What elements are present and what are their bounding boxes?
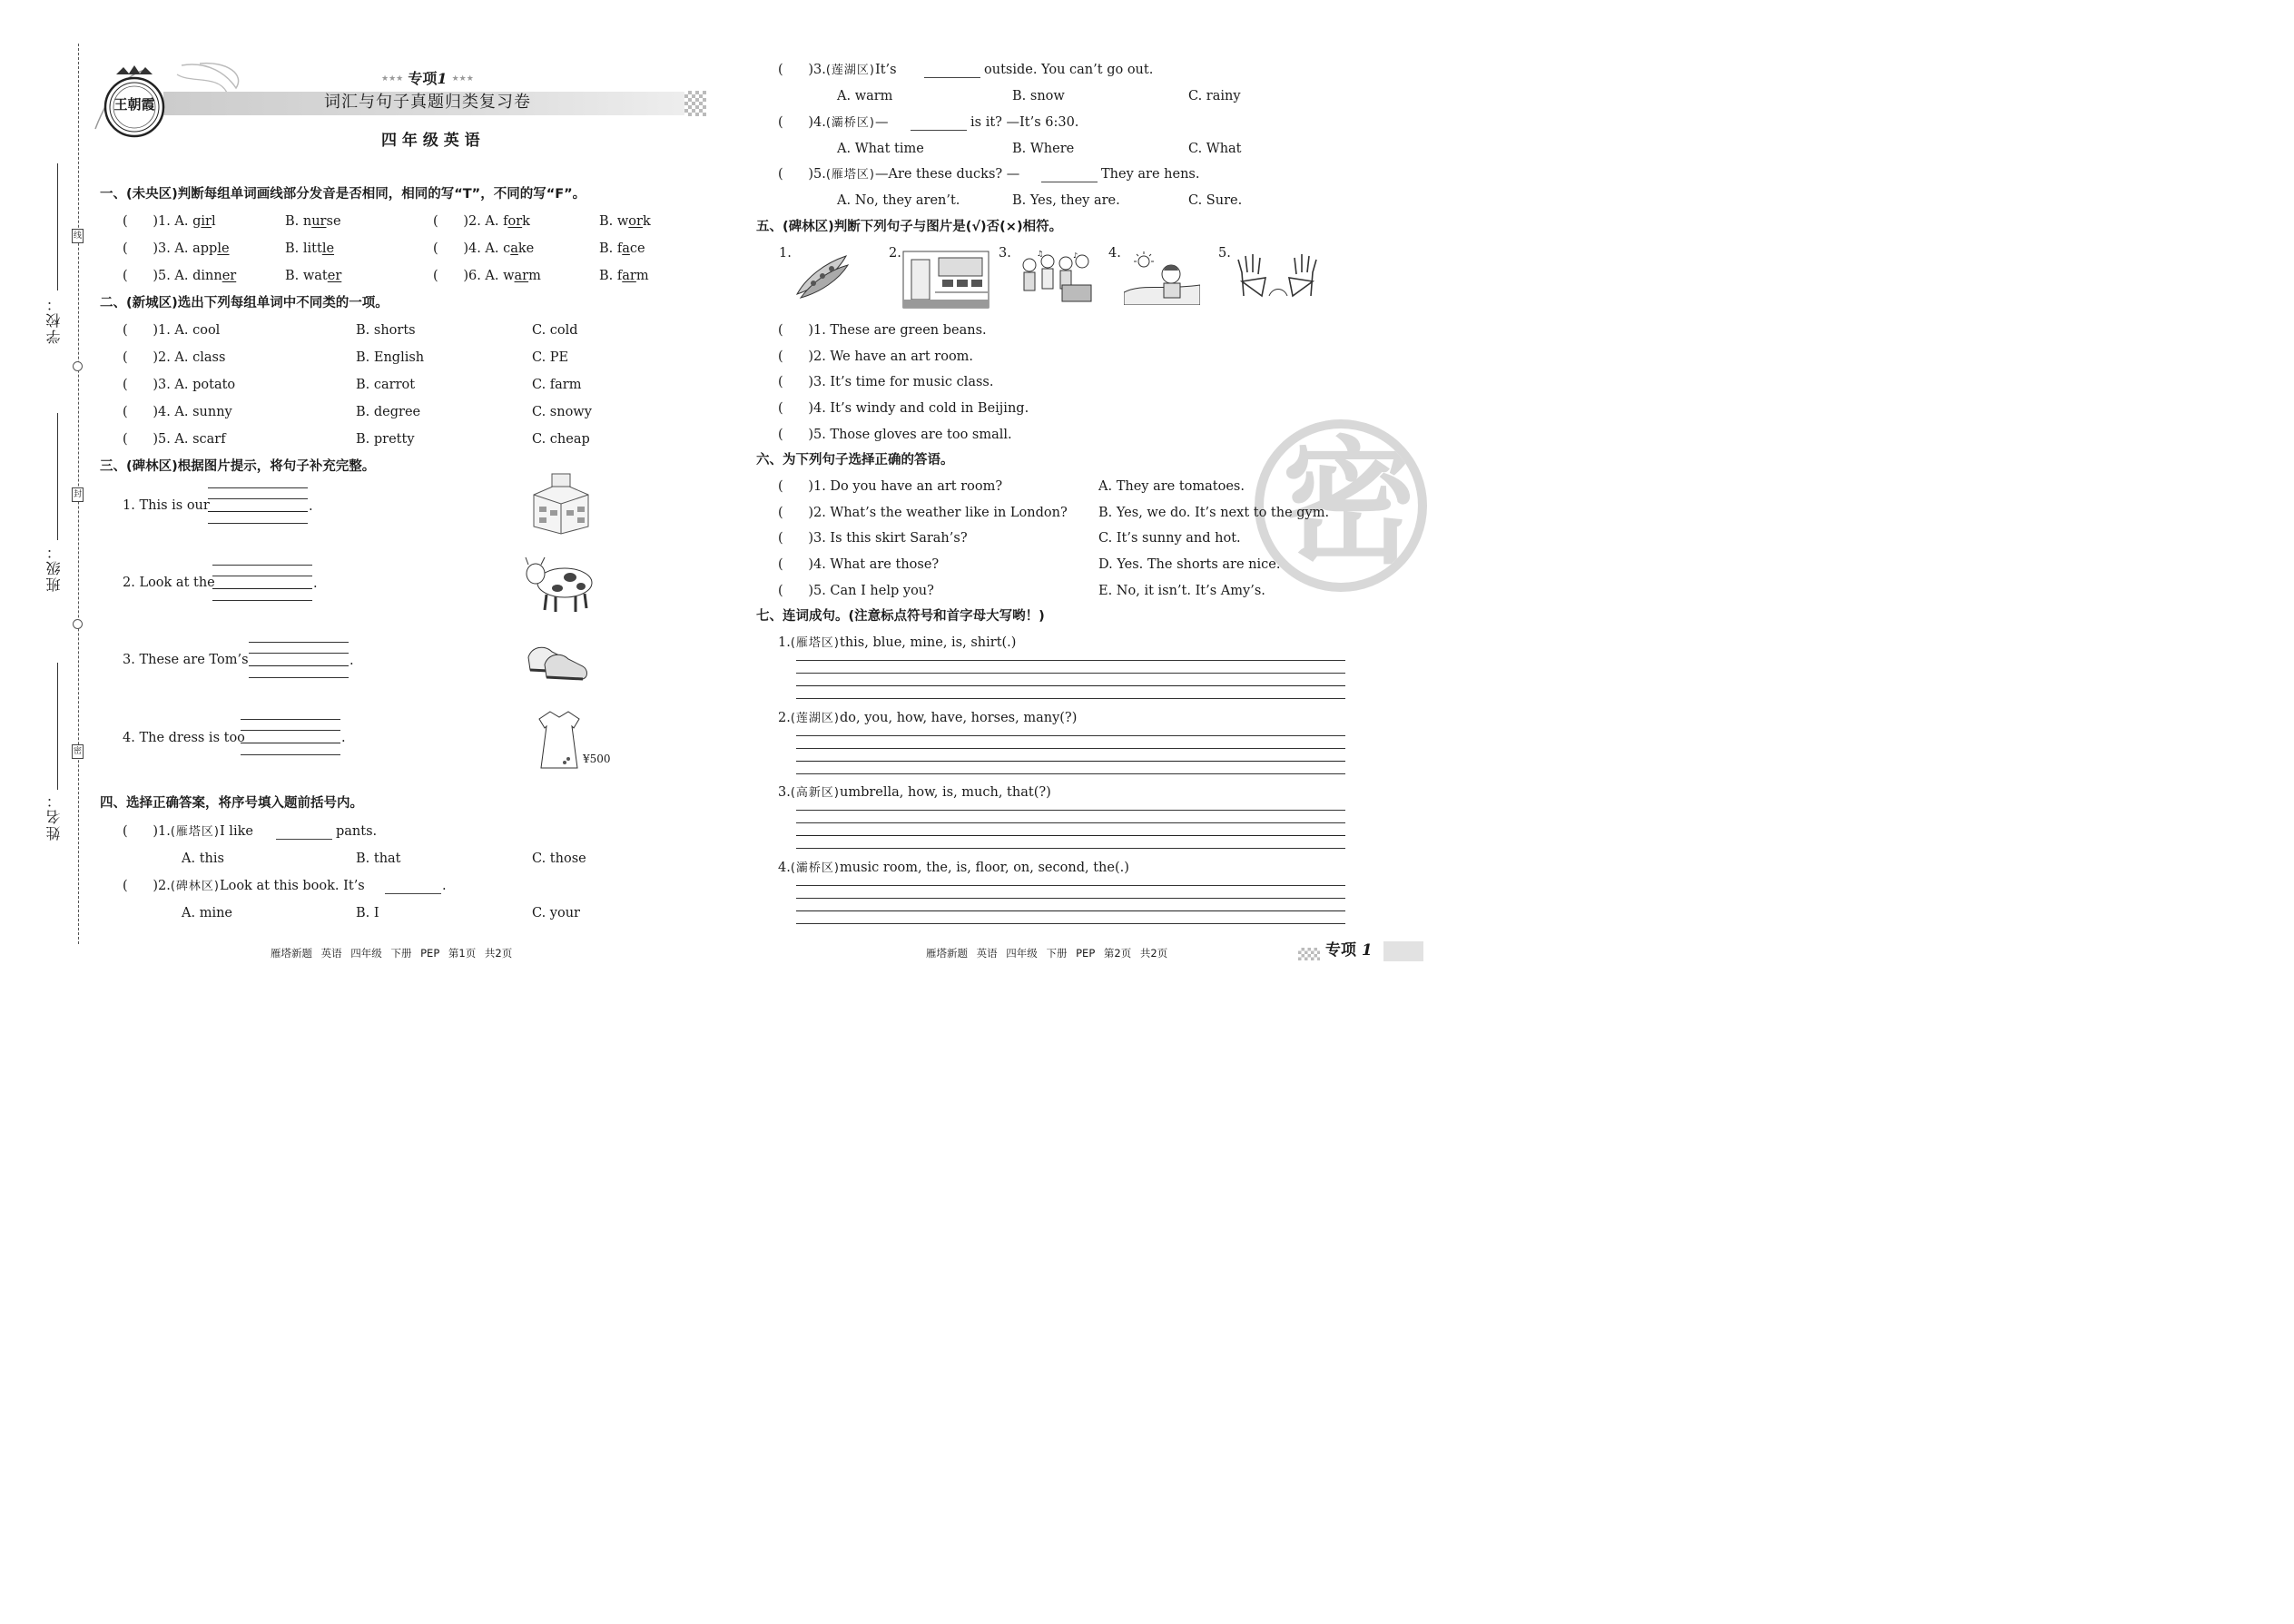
write-line — [796, 773, 1345, 774]
sneakers-picture — [525, 639, 592, 688]
s4-heading: 四、选择正确答案，将序号填入题前括号内。 — [100, 796, 363, 811]
s3-period: . — [309, 499, 313, 514]
s4-q5: ( )5.(雁塔区)—Are these ducks? — — [778, 167, 1020, 182]
s2-q4: ( )4. A. sunny — [123, 405, 232, 419]
s3-item-4: 4. The dress is too — [123, 731, 245, 745]
write-line — [796, 898, 1345, 899]
page-subtitle: 四 年 级 英 语 — [381, 132, 480, 150]
s4-q3-post: outside. You can’t go out. — [984, 63, 1154, 77]
s6-answer-b: B. Yes, we do. It’s next to the gym. — [1098, 506, 1330, 520]
s4-q1-post: pants. — [336, 824, 378, 839]
s5-heading: 五、(碑林区)判断下列句子与图片是(√)否(×)相符。 — [756, 220, 1063, 234]
school-building-picture — [525, 472, 597, 539]
logo-text: 王朝霞 — [113, 96, 155, 113]
write-line — [208, 498, 308, 499]
footer-right: 雁塔新题 英语 四年级 下册 PEP 第2页 共2页 — [926, 947, 1168, 960]
write-line — [796, 848, 1345, 849]
s1-q6: ( )6. A. warm — [433, 269, 541, 283]
write-line — [796, 885, 1345, 886]
s2-q5-b: B. pretty — [356, 432, 415, 447]
s4-q5-post: They are hens. — [1101, 167, 1200, 182]
s1-q5-b: B. water — [285, 269, 342, 283]
write-line — [249, 665, 349, 666]
s4-q2: ( )2.(碑林区)Look at this book. It’s — [123, 879, 365, 893]
s2-q2-c: C. PE — [532, 350, 569, 365]
s1-heading: 一、(未央区)判断每组单词画线部分发音是否相同，相同的写“T”，不同的写“F”。 — [100, 187, 586, 202]
write-line — [796, 835, 1345, 836]
s4-q2-a: A. mine — [182, 906, 232, 920]
s3-item-1: 1. This is our — [123, 498, 210, 513]
dress-price: ¥500 — [583, 753, 611, 765]
write-line — [796, 748, 1345, 749]
special-heading — [381, 72, 474, 86]
s5-pic-num-3: 3. — [999, 246, 1011, 261]
write-line — [249, 677, 349, 678]
s2-q2-b: B. English — [356, 350, 425, 365]
s1-q1: ( )1. A. girl — [123, 214, 216, 229]
svg-text:♪: ♪ — [1073, 251, 1078, 260]
write-line — [241, 754, 340, 755]
sunny-day-picture — [1124, 251, 1200, 309]
watermark-text: 密 — [1282, 425, 1419, 583]
s4-q1-b: B. that — [356, 851, 401, 866]
special-number: 1 — [437, 70, 448, 87]
s2-q2: ( )2. A. class — [123, 350, 226, 365]
write-line — [796, 698, 1345, 699]
binding-circle-icon — [73, 619, 83, 629]
write-line — [208, 511, 308, 512]
footer-left: 雁塔新题 英语 四年级 下册 PEP 第1页 共2页 — [271, 947, 513, 960]
classroom-picture — [902, 251, 989, 312]
s4-q3-c: C. rainy — [1188, 89, 1241, 103]
s2-q5-c: C. cheap — [532, 432, 590, 447]
s4-q2-post: . — [442, 879, 447, 893]
s7-item-3: 3.(高新区)umbrella, how, is, much, that(?) — [778, 785, 1051, 800]
s1-q4: ( )4. A. cake — [433, 241, 535, 256]
s3-period: . — [313, 576, 318, 591]
dress-picture — [534, 708, 585, 775]
s2-q3-b: B. carrot — [356, 378, 416, 392]
s5-sentence-2: ( )2. We have an art room. — [778, 349, 974, 364]
s4-q4: ( )4.(灞桥区)— — [778, 115, 889, 130]
s4-q3-b: B. snow — [1012, 89, 1065, 103]
s6-question-1: ( )1. Do you have an art room? — [778, 479, 1003, 494]
s5-pic-num-2: 2. — [889, 246, 901, 261]
footer-tab-bg — [1383, 941, 1423, 961]
s4-q5-c: C. Sure. — [1188, 193, 1243, 208]
s1-q4-b: B. face — [599, 241, 645, 256]
write-line — [796, 735, 1345, 736]
write-line — [249, 653, 349, 654]
s2-q3-c: C. farm — [532, 378, 582, 392]
s6-question-3: ( )3. Is this skirt Sarah’s? — [778, 531, 968, 546]
s4-q4-post: is it? —It’s 6:30. — [970, 115, 1079, 130]
s3-item-2: 2. Look at the — [123, 576, 215, 590]
s4-q2-c: C. your — [532, 906, 580, 920]
s2-heading: 二、(新城区)选出下列每组单词中不同类的一项。 — [100, 296, 389, 310]
write-line — [796, 810, 1345, 811]
s1-q2-b: B. work — [599, 214, 651, 229]
s1-q6-b: B. farm — [599, 269, 649, 283]
s5-sentence-3: ( )3. It’s time for music class. — [778, 375, 994, 389]
s3-item-3: 3. These are Tom’s — [123, 653, 249, 667]
write-line — [796, 910, 1345, 911]
s6-question-5: ( )5. Can I help you? — [778, 584, 934, 598]
green-beans-picture — [792, 251, 852, 305]
s3-heading: 三、(碑林区)根据图片提示，将句子补充完整。 — [100, 459, 376, 474]
logo — [100, 65, 169, 138]
binding-mark-line: 线 — [72, 229, 84, 243]
s2-q4-c: C. snowy — [532, 405, 592, 419]
s2-q1: ( )1. A. cool — [123, 323, 221, 338]
school-write-line — [57, 163, 58, 290]
class-label: 班级： — [45, 543, 63, 592]
write-line — [212, 565, 312, 566]
s7-item-1: 1.(雁塔区)this, blue, mine, is, shirt(.) — [778, 635, 1017, 650]
s5-pic-num-1: 1. — [779, 246, 792, 261]
s5-pic-num-4: 4. — [1108, 246, 1121, 261]
s1-q1-b: B. nurse — [285, 214, 341, 229]
cow-picture — [523, 554, 596, 619]
s5-pic-num-5: 5. — [1218, 246, 1231, 261]
s4-q1-a: A. this — [182, 851, 224, 866]
answer-blank — [911, 130, 967, 131]
s3-period: . — [350, 654, 354, 668]
s2-q3: ( )3. A. potato — [123, 378, 236, 392]
s2-q1-b: B. shorts — [356, 323, 416, 338]
s1-q3: ( )3. A. apple — [123, 241, 230, 256]
s6-heading: 六、为下列句子选择正确的答语。 — [756, 453, 954, 468]
s5-sentence-1: ( )1. These are green beans. — [778, 323, 987, 338]
s7-item-4: 4.(灞桥区)music room, the, is, floor, on, second, the(.) — [778, 861, 1129, 875]
binding-mark-seal: 封 — [72, 487, 84, 502]
s2-q1-c: C. cold — [532, 323, 578, 338]
s5-sentence-4: ( )4. It’s windy and cold in Beijing. — [778, 401, 1029, 416]
write-line — [796, 923, 1345, 924]
write-line — [241, 719, 340, 720]
s1-q5: ( )5. A. dinner — [123, 269, 237, 283]
s2-q5: ( )5. A. scarf — [123, 432, 226, 447]
s4-q4-b: B. Where — [1012, 142, 1075, 156]
s7-heading: 七、连词成句。(注意标点符号和首字母大写哟！) — [756, 609, 1045, 624]
write-line — [796, 673, 1345, 674]
s4-q1: ( )1.(雁塔区)I like — [123, 824, 253, 839]
s3-period: . — [341, 731, 346, 745]
svg-text:♫: ♫ — [1037, 251, 1044, 258]
write-line — [796, 685, 1345, 686]
s4-q3: ( )3.(莲湖区)It’s — [778, 63, 897, 77]
title-banner-checker — [684, 91, 706, 116]
s6-answer-e: E. No, it isn’t. It’s Amy’s. — [1098, 584, 1265, 598]
stars-left: ★★★ — [381, 74, 404, 84]
s6-answer-a: A. They are tomatoes. — [1098, 479, 1245, 494]
answer-blank — [276, 839, 332, 840]
s5-sentence-5: ( )5. Those gloves are too small. — [778, 428, 1012, 442]
school-label: 学校： — [45, 295, 63, 344]
s4-q5-b: B. Yes, they are. — [1012, 193, 1120, 208]
answer-blank — [385, 893, 441, 894]
page-title: 词汇与句子真题归类复习卷 — [324, 93, 531, 112]
s4-q4-a: A. What time — [837, 142, 924, 156]
s6-answer-d: D. Yes. The shorts are nice. — [1098, 557, 1281, 572]
write-line — [212, 588, 312, 589]
s4-q3-a: A. warm — [837, 89, 893, 103]
stars-right: ★★★ — [451, 74, 474, 84]
name-write-line — [57, 663, 58, 790]
s4-q2-b: B. I — [356, 906, 379, 920]
s2-q4-b: B. degree — [356, 405, 421, 419]
s6-question-2: ( )2. What’s the weather like in London? — [778, 506, 1068, 520]
s4-q1-c: C. those — [532, 851, 586, 866]
s4-q5-a: A. No, they aren’t. — [837, 193, 960, 208]
write-line — [208, 523, 308, 524]
write-line — [796, 761, 1345, 762]
gloves-picture — [1235, 251, 1322, 305]
binding-circle-icon — [73, 361, 83, 371]
footer-tag: 专项 1 — [1325, 941, 1373, 960]
write-line — [796, 822, 1345, 823]
write-line — [208, 487, 308, 488]
write-line — [249, 642, 349, 643]
s1-q3-b: B. little — [285, 241, 335, 256]
write-line — [212, 600, 312, 601]
special-label: 专项 — [408, 70, 438, 87]
binding-mark-close: 密 — [72, 744, 84, 759]
write-line — [241, 730, 340, 731]
s1-q2: ( )2. A. fork — [433, 214, 530, 229]
name-label: 姓名： — [45, 792, 63, 841]
footer-checker — [1298, 948, 1320, 960]
write-line — [796, 660, 1345, 661]
s7-item-2: 2.(莲湖区)do, you, how, have, horses, many(?) — [778, 711, 1078, 725]
s6-answer-c: C. It’s sunny and hot. — [1098, 531, 1241, 546]
answer-blank — [924, 77, 980, 78]
class-write-line — [57, 413, 58, 540]
s4-q4-c: C. What — [1188, 142, 1242, 156]
music-class-picture — [1017, 251, 1095, 310]
s6-question-4: ( )4. What are those? — [778, 557, 940, 572]
